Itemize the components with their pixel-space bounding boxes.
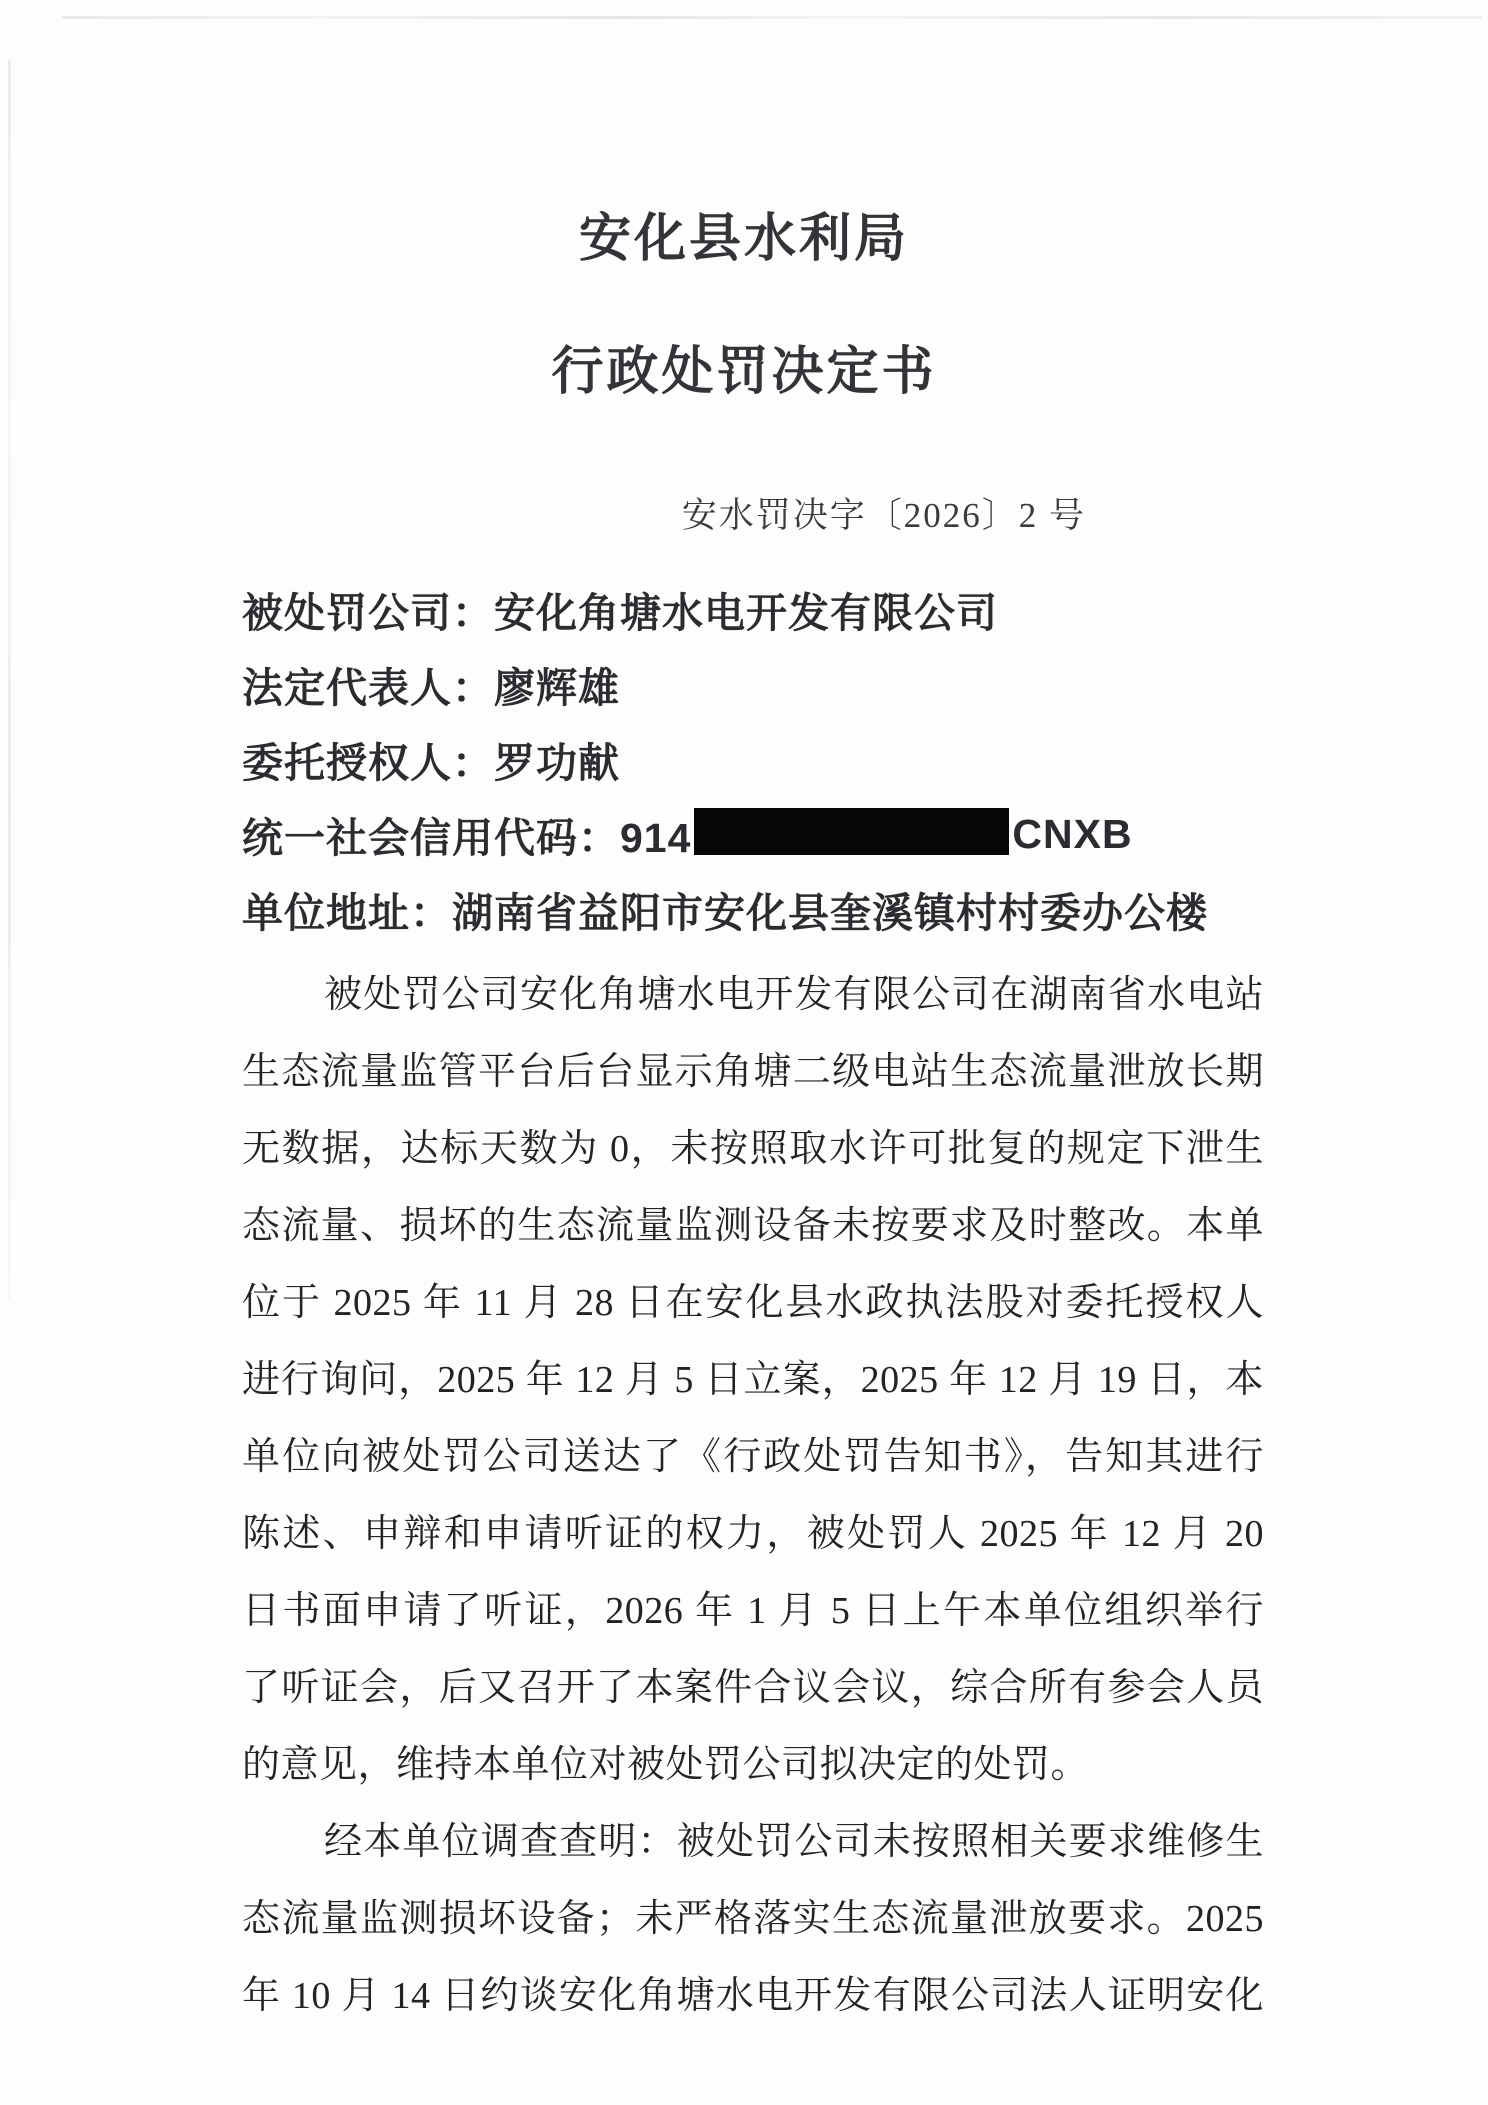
text-line: 态流量、损坏的生态流量监测设备未按要求及时整改。本单 (242, 1205, 1264, 1247)
text-line: 无数据，达标天数为 0，未按照取水许可批复的规定下泄生 (242, 1128, 1264, 1170)
scan-artifact-left-edge (8, 60, 11, 1300)
credit-code-prefix: 统一社会信用代码：914 (242, 815, 692, 861)
text-line: 被处罚公司安化角塘水电开发有限公司在湖南省水电站 (324, 974, 1264, 1016)
document-body (242, 957, 1264, 2035)
text-line: 经本单位调查查明：被处罚公司未按照相关要求维修生 (324, 1821, 1264, 1863)
credit-code-suffix: CNXB (1012, 811, 1133, 857)
agency-title: 安化县水利局 (578, 211, 909, 268)
body-paragraph-1 (242, 957, 1264, 1804)
text-line: 年 10 月 14 日约谈安化角塘水电开发有限公司法人证明安化 (242, 1975, 1264, 2017)
text-line: 日书面申请了听证，2026 年 1 月 5 日上午本单位组织举行 (242, 1590, 1264, 1632)
scan-artifact-top-edge (62, 16, 1482, 19)
text-line: 位于 2025 年 11 月 28 日在安化县水政执法股对委托授权人 (242, 1282, 1264, 1324)
penalized-company-line: 被处罚公司：安化角塘水电开发有限公司 (242, 590, 998, 636)
redaction-box (694, 808, 1009, 855)
credit-code-line (242, 797, 1277, 872)
legal-representative-line: 法定代表人：廖辉雄 (242, 665, 620, 711)
authorized-agent-line: 委托授权人：罗功献 (242, 740, 620, 786)
text-line: 了听证会，后又召开了本案件合议会议，综合所有参会人员 (242, 1667, 1264, 1709)
text-line: 陈述、申辩和申请听证的权力，被处罚人 2025 年 12 月 20 (242, 1513, 1264, 1555)
text-line: 生态流量监管平台后台显示角塘二级电站生态流量泄放长期 (242, 1051, 1264, 1093)
party-info-block (242, 572, 1277, 947)
document-type-title: 行政处罚决定书 (551, 344, 937, 401)
text-line: 进行询问，2025 年 12 月 5 日立案，2025 年 12 月 19 日，本 (242, 1359, 1264, 1401)
text-line: 态流量监测损坏设备；未严格落实生态流量泄放要求。2025 (242, 1898, 1264, 1940)
text-line: 的意见，维持本单位对被处罚公司拟决定的处罚。 (242, 1744, 1090, 1786)
document-header (0, 0, 1488, 404)
company-address-line: 单位地址：湖南省益阳市安化县奎溪镇村村委办公楼 (242, 890, 1208, 936)
body-paragraph-2 (242, 1804, 1264, 2035)
text-line: 单位向被处罚公司送达了《行政处罚告知书》，告知其进行 (242, 1436, 1264, 1478)
document-number: 安水罚决字〔2026〕2 号 (681, 496, 1086, 535)
